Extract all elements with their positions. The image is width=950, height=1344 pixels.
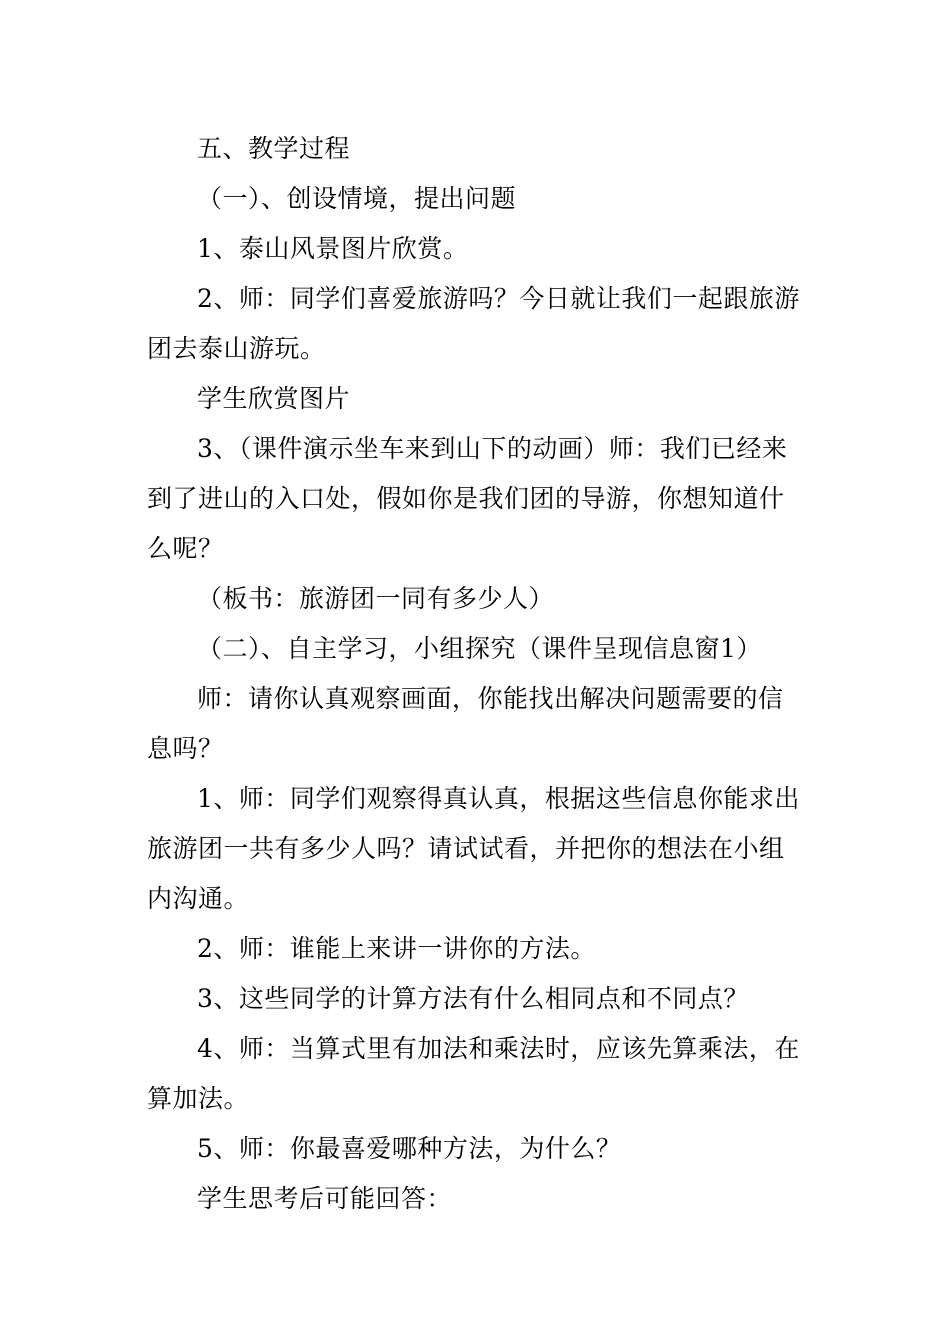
paragraph: 2、师：谁能上来讲一讲你的方法。	[197, 934, 596, 963]
paragraph: （板书：旅游团一同有多少人）	[197, 584, 555, 613]
paragraph: 1、师：同学们观察得真认真，根据这些信息你能求出旅游团一共有多少人吗？请试试看，并把你的想法在小组内沟通。	[147, 784, 800, 913]
paragraph: 4、师：当算式里有加法和乘法时，应该先算乘法，在算加法。	[147, 1034, 800, 1113]
document-body	[147, 124, 807, 1224]
paragraph: 3、（课件演示坐车来到山下的动画）师：我们已经来到了进山的入口处，假如你是我们团的导游，你想知道什么呢？	[147, 434, 788, 563]
paragraph: 2、师：同学们喜爱旅游吗？今日就让我们一起跟旅游团去泰山游玩。	[147, 284, 800, 363]
subsection-heading: （二）、自主学习，小组探究（课件呈现信息窗1）	[197, 634, 762, 663]
subsection-heading: （一）、创设情境，提出问题	[197, 184, 517, 213]
paragraph: 学生思考后可能回答：	[197, 1184, 453, 1213]
paragraph: 3、这些同学的计算方法有什么相同点和不同点？	[197, 984, 749, 1013]
section-heading: 五、教学过程	[197, 134, 351, 163]
paragraph: 师：请你认真观察画面，你能找出解决问题需要的信息吗？	[147, 684, 784, 763]
paragraph: 5、师：你最喜爱哪种方法，为什么？	[197, 1134, 622, 1163]
paragraph: 学生欣赏图片	[197, 384, 351, 413]
paragraph: 1、泰山风景图片欣赏。	[197, 234, 469, 263]
